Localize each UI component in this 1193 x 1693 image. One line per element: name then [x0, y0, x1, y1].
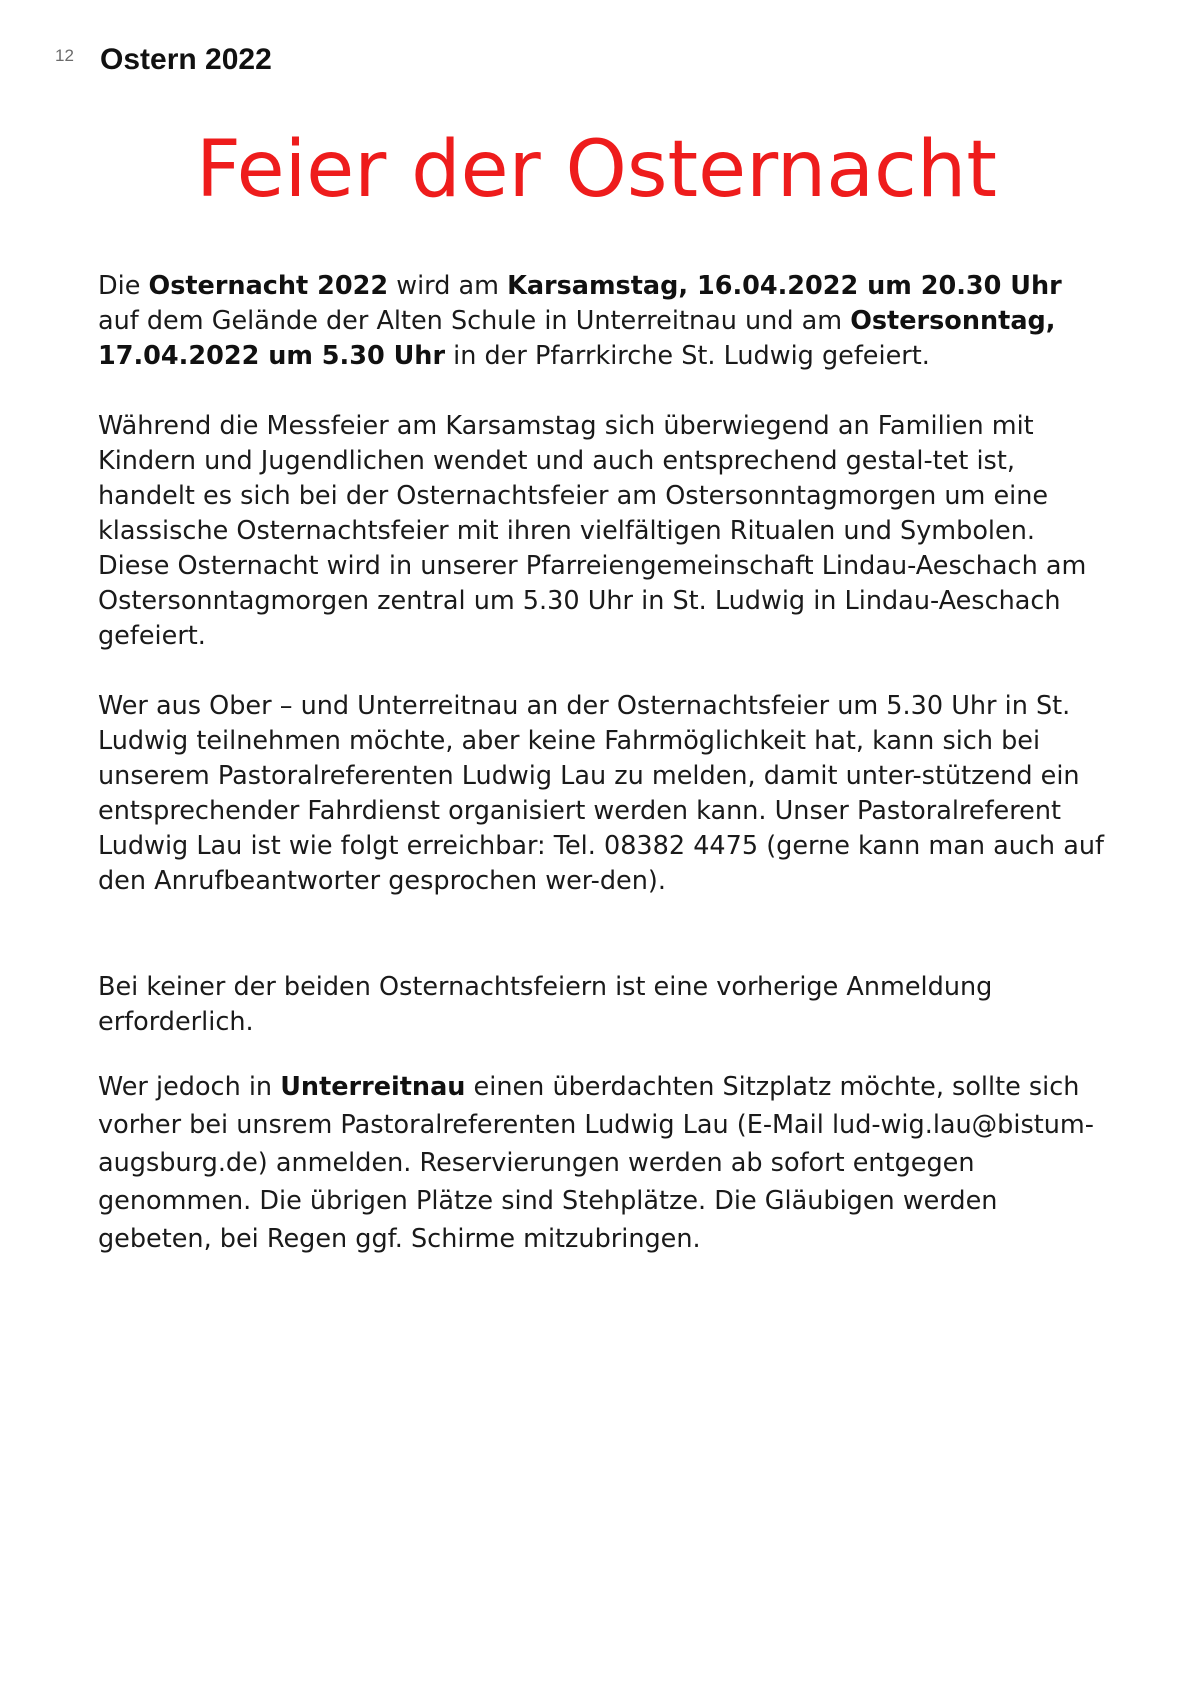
paragraph-dates: [98, 269, 1108, 374]
header-title: Ostern 2022: [100, 43, 272, 76]
paragraph-seating: [98, 1068, 1108, 1258]
page-title: Feier der Osternacht: [196, 125, 997, 215]
text-span: Wer jedoch in: [98, 1072, 281, 1102]
text-span: wird am: [388, 271, 508, 301]
page-number: 12: [55, 46, 74, 65]
bold-karsamstag-date: Karsamstag, 16.04.2022 um 20.30 Uhr: [507, 271, 1062, 301]
text-span: auf dem Gelände der Alten Schule in Unterreitnau und am: [98, 306, 851, 336]
text-span: in der Pfarrkirche St. Ludwig gefeiert.: [445, 341, 930, 371]
text-span: Die: [98, 271, 149, 301]
text-span: einen überdachten Sitzplatz möchte, sollte sich vorher bei unsrem Pastoralreferenten Ludwig Lau (E-Mail lud-wig.lau@bistum-augsburg.de) anmelden. Reservierungen werden ab sofort entgegen genommen. Die übrigen Plätze sind Stehplätze. Die Gläubigen werden gebeten, bei Regen ggf. Schirme mitzubringen.: [98, 1072, 1094, 1254]
paragraph-transport: Wer aus Ober – und Unterreitnau an der Osternachtsfeier um 5.30 Uhr in St. Ludwig teilnehmen möchte, aber keine Fahrmöglichkeit hat, kann sich bei unserem Pastoralreferenten Ludwig Lau zu melden, damit unter-stützend ein entsprechender Fahrdienst organisiert werden kann. Unser Pastoralreferent Ludwig Lau ist wie folgt erreichbar: Tel. 08382 4475 (gerne kann man auch auf den Anrufbeantworter gesprochen wer-den).: [98, 691, 1104, 896]
bold-osternacht: Osternacht 2022: [148, 271, 389, 301]
paragraph-registration: Bei keiner der beiden Osternachtsfeiern ist eine vorherige Anmeldung erforderlich.: [98, 972, 993, 1037]
paragraph-description: Während die Messfeier am Karsamstag sich überwiegend an Familien mit Kindern und Jugendlichen wendet und auch entsprechend gestal-tet ist, handelt es sich bei der Osternachtsfeier am Ostersonntagmorgen um eine klassische Osternachtsfeier mit ihren vielfältigen Ritualen und Symbolen. Diese Osternacht wird in unserer Pfarreiengemeinschaft Lindau-Aeschach am Ostersonntagmorgen zentral um 5.30 Uhr in St. Ludwig in Lindau-Aeschach gefeiert.: [98, 411, 1087, 651]
bold-ostersonntag-date: Ostersonntag, 17.04.2022 um 5.30 Uhr: [98, 306, 1056, 371]
bold-unterreitnau: Unterreitnau: [280, 1072, 466, 1102]
